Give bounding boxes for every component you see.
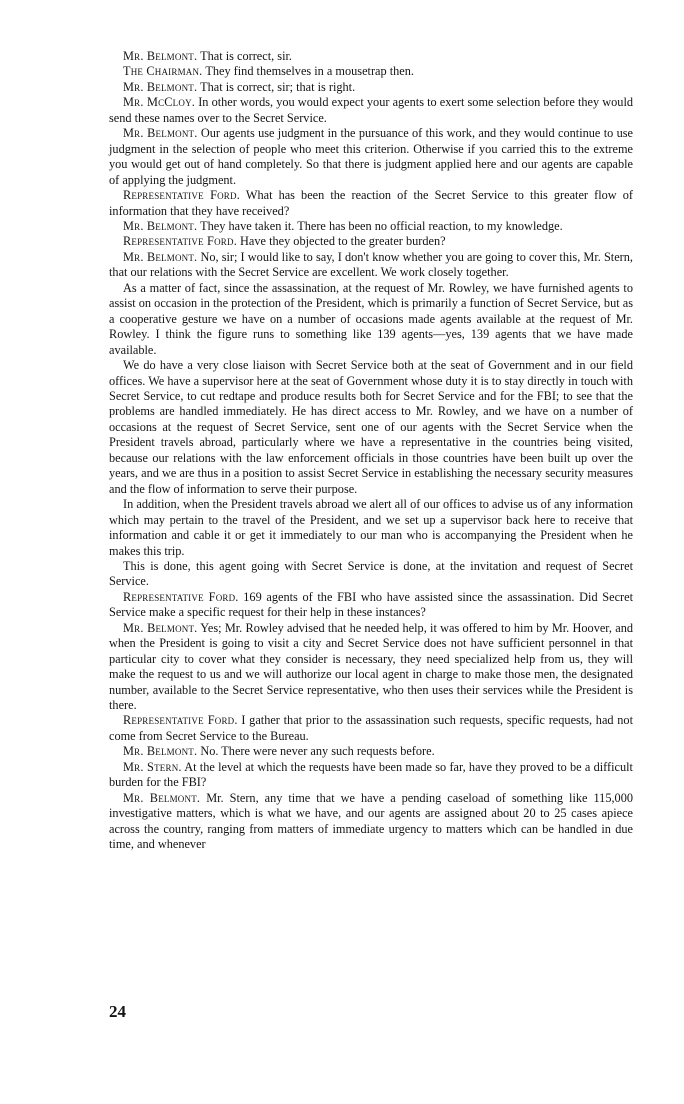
paragraph-text: Have they objected to the greater burden? (240, 234, 446, 249)
paragraph-text: This is done, this agent going with Secret Service is done, at the invitation and request of Secret Service. (109, 558, 633, 589)
paragraph (109, 95, 633, 126)
paragraph-text: At the level at which the requests have been made so far, have they proved to be a difficult burden for the FBI? (109, 759, 633, 790)
paragraph-text: No, sir; I would like to say, I don't know whether you are going to cover this, Mr. Stern, that our relations with the Secret Service are excellent. We work closely together. (109, 249, 633, 280)
paragraph (109, 49, 633, 64)
speaker-name: Mr. Belmont. (123, 620, 198, 635)
paragraph-text: In other words, you would expect your agents to exert some selection before they would send these names over to the Secret Service. (109, 95, 634, 125)
speaker-name: Mr. Belmont. (123, 218, 198, 233)
paragraph-text: Yes; Mr. Rowley advised that he needed help, it was offered to him by Mr. Hoover, and when the President is going to visit a city and Secret Service does not have sufficient personnel in that particular city to cover what they consider is necessary, they need specialized help from us, they will make the request to us and we will authorize our local agent in charge to make those men, the designated number, available to the Secret Service representative, who then uses their services while the President is there. (109, 620, 633, 713)
speaker-name: Mr. Belmont. (123, 79, 198, 94)
paragraph (109, 760, 633, 791)
speaker-name: Mr. Stern. (123, 759, 182, 774)
speaker-name: Representative Ford. (123, 589, 239, 604)
transcript-page (109, 49, 633, 853)
page-number: 24 (109, 1002, 126, 1021)
paragraph-text: Mr. Stern, any time that we have a pending caseload of something like 115,000 investigative matters, which is what we have, and our agents are assigned about 20 to 25 cases apiece across the country, ranging from matters of immediate urgency to matters which can be handled in due time, and whenever (109, 790, 633, 852)
paragraph-text: In addition, when the President travels abroad we alert all of our offices to advise us of any information which may pertain to the travel of the President, and we set up a supervisor back here to receive that information and cable it or get it immediately to our man who is accompanying the President when he makes this trip. (109, 497, 633, 558)
speaker-name: Representative Ford. (123, 234, 237, 249)
paragraph (109, 744, 633, 759)
paragraph-text: What has been the reaction of the Secret Service to this greater flow of information that they have received? (109, 188, 633, 218)
paragraph-text: I gather that prior to the assassination such requests, specific requests, had not come from Secret Service to the Bureau. (109, 713, 634, 743)
speaker-name: Representative Ford. (123, 188, 240, 203)
paragraph (109, 281, 633, 358)
speaker-name: Mr. Belmont. (123, 744, 198, 759)
paragraph (109, 497, 633, 559)
paragraph (109, 358, 633, 497)
speaker-name: Mr. McCloy. (123, 95, 196, 110)
paragraph (109, 621, 633, 714)
paragraph (109, 126, 633, 188)
paragraph (109, 234, 633, 249)
speaker-name: Mr. Belmont. (123, 49, 198, 63)
paragraph-text: We do have a very close liaison with Secret Service both at the seat of Government and in our field offices. We have a supervisor here at the seat of Government whose duty it is to stay directly in touch with Secret Service, to cut redtape and produce results both for Secret Service and for the FBI; to see that the problems are handled immediately. He has direct access to Mr. Rowley, and we have on a number of occasions at the request of Secret Service, sent one of our agents with the Secret Service when the President travels abroad, particularly where we have a representative in the countries being visited, because our relations with the law enforcement officials in those countries have been built up over the years, and we are thus in a position to assist Secret Service in establishing the necessary security measures and the flow of information to serve their purpose. (109, 358, 633, 496)
paragraph-text: That is correct, sir; that is right. (200, 79, 356, 94)
speaker-name: The Chairman. (123, 64, 203, 79)
paragraph-text: They have taken it. There has been no official reaction, to my knowledge. (200, 218, 563, 233)
paragraph-text: No. There were never any such requests before. (200, 744, 435, 759)
paragraph (109, 791, 633, 853)
paragraph-text: Our agents use judgment in the pursuance of this work, and they would continue to use judgment in the selection of people who meet this criterion. Otherwise if you carried this to the extreme you would get out of hand completely. So that there is judgment applied here and our agents are capable of applying the judgment. (109, 126, 633, 187)
paragraph-text: 169 agents of the FBI who have assisted since the assassination. Did Secret Service make a specific request for their help in these instances? (109, 589, 634, 620)
speaker-name: Mr. Belmont. (123, 790, 201, 805)
paragraph-text: That is correct, sir. (200, 49, 292, 63)
paragraph (109, 80, 633, 95)
speaker-name: Mr. Belmont. (123, 249, 198, 264)
paragraph (109, 590, 633, 621)
paragraph-text: They find themselves in a mousetrap then. (205, 64, 414, 79)
speaker-name: Representative Ford. (123, 713, 238, 728)
paragraph (109, 219, 633, 234)
paragraph-text: As a matter of fact, since the assassination, at the request of Mr. Rowley, we have furnished agents to assist on occasion in the protection of the President, which is primarily a function of Secret Service, but as a cooperative gesture we have on a number of occasions made agents available at the request of Mr. Rowley. I think the figure runs to something like 139 agents—yes, 139 agents that we have made available. (109, 280, 633, 357)
paragraph (109, 64, 633, 79)
paragraph (109, 188, 633, 219)
paragraph (109, 713, 633, 744)
paragraph (109, 250, 633, 281)
speaker-name: Mr. Belmont. (123, 126, 198, 141)
paragraph (109, 559, 633, 590)
